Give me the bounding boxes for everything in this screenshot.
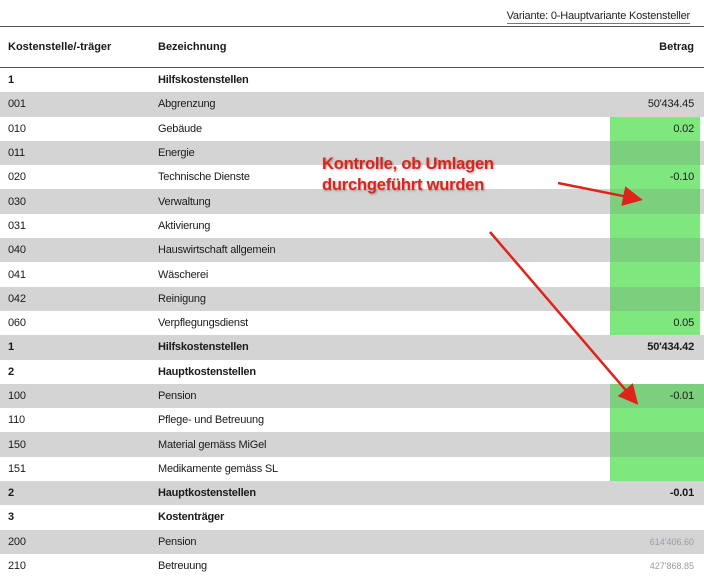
amount-value: -0.01 — [669, 390, 694, 402]
cell-code: 1 — [8, 341, 14, 354]
column-header-bezeichnung: Bezeichnung — [158, 41, 227, 53]
cell-code: 110 — [8, 414, 25, 427]
amount-value: -0.01 — [669, 487, 694, 500]
amount-value: 0.02 — [673, 122, 694, 135]
cell-code: 2 — [8, 365, 14, 378]
cell-code: 041 — [8, 268, 26, 281]
cell-bezeichnung: Gebäude — [158, 122, 202, 135]
cell-code: 1 — [8, 74, 14, 87]
cell-bezeichnung: Hilfskostenstellen — [158, 74, 249, 87]
cell-bezeichnung: Abgrenzung — [158, 98, 216, 111]
cell-code: 010 — [8, 122, 26, 135]
cell-code: 040 — [8, 244, 26, 257]
cell-code: 042 — [8, 292, 26, 305]
cell-bezeichnung: Hauswirtschaft allgemein — [158, 244, 276, 257]
cell-bezeichnung: Pension — [158, 535, 197, 548]
cell-bezeichnung: Technische Dienste — [158, 171, 250, 184]
cell-code: 031 — [8, 219, 26, 232]
cell-code: 020 — [8, 171, 26, 184]
cell-bezeichnung: Verpflegungsdienst — [158, 317, 248, 330]
amount-value: -0.10 — [669, 171, 694, 184]
cell-code: 200 — [8, 535, 26, 548]
arrow-to-upper-block — [558, 183, 638, 199]
cell-code: 030 — [8, 195, 26, 208]
cell-bezeichnung: Betreuung — [158, 560, 207, 573]
cell-code: 2 — [8, 487, 14, 500]
column-header-kostenstelle: Kostenstelle/-träger — [8, 41, 112, 53]
cell-bezeichnung: Pflege- und Betreuung — [158, 414, 264, 427]
cell-code: 3 — [8, 511, 14, 524]
cell-bezeichnung: Kostenträger — [158, 511, 225, 524]
column-header-betrag: Betrag — [659, 41, 694, 53]
cell-code: 011 — [8, 147, 25, 160]
arrow-to-lower-block — [490, 232, 635, 401]
variant-label: Variante: 0-Hauptvariante Kostensteller — [506, 10, 690, 22]
amount-value: 0.05 — [673, 317, 694, 330]
cell-bezeichnung: Energie — [158, 147, 195, 160]
cell-bezeichnung: Wäscherei — [158, 268, 209, 281]
amount-value: 427'868.85 — [649, 561, 694, 572]
cell-bezeichnung: Hilfskostenstellen — [158, 341, 249, 354]
annotation-line-1: Kontrolle, ob Umlagen — [322, 155, 494, 173]
cell-code: 060 — [8, 317, 26, 330]
annotation-line-2: durchgeführt wurden — [322, 176, 485, 194]
cell-bezeichnung: Aktivierung — [158, 219, 211, 232]
cell-bezeichnung: Material gemäss MiGel — [158, 438, 267, 451]
cell-code: 151 — [8, 462, 26, 475]
cell-code: 150 — [8, 438, 26, 451]
cell-bezeichnung: Reinigung — [158, 292, 206, 305]
cell-bezeichnung: Medikamente gemäss SL — [158, 462, 278, 475]
cell-bezeichnung: Verwaltung — [158, 195, 211, 208]
cell-bezeichnung: Hauptkostenstellen — [158, 487, 256, 500]
cell-code: 001 — [8, 98, 26, 111]
cell-bezeichnung: Hauptkostenstellen — [158, 365, 256, 378]
amount-value: 614'406.60 — [649, 536, 694, 547]
cell-code: 100 — [8, 390, 26, 402]
amount-value: 50'434.45 — [647, 98, 694, 111]
cell-bezeichnung: Pension — [158, 390, 197, 402]
amount-value: 50'434.42 — [647, 341, 694, 354]
cell-code: 210 — [8, 560, 26, 573]
